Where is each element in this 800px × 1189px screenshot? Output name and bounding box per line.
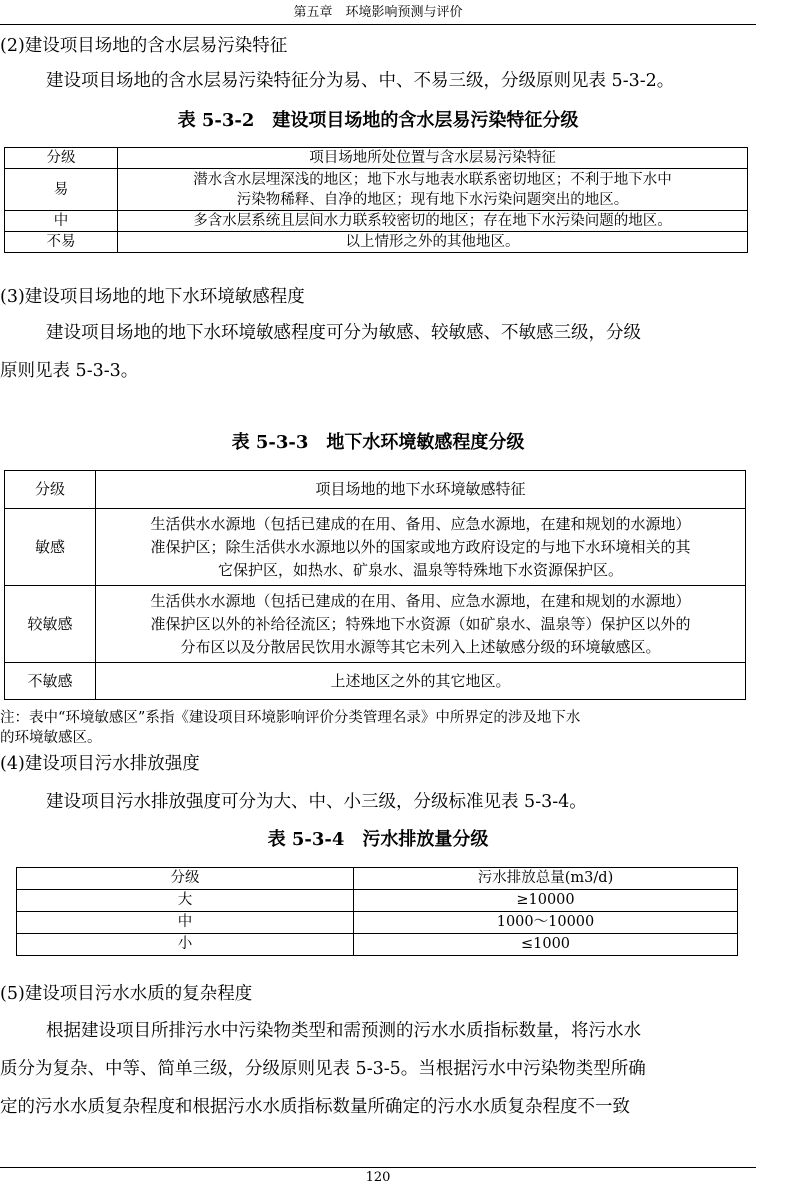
table-5-3-3	[4, 470, 746, 700]
value-cell: ≥10000	[354, 890, 738, 912]
table-row	[17, 912, 738, 934]
grade-cell: 中	[5, 211, 118, 232]
section-4-intro: 建设项目污水排放强度可分为大、中、小三级，分级标准见表 5-3-4。	[46, 792, 587, 812]
section-5-line-3: 定的污水水质复杂程度和根据污水水质指标数量所确定的污水水质复杂程度不一致	[0, 1097, 630, 1117]
description-line: 分布区以及分散居民饮用水源等其它未列入上述敏感分级的环境敏感区。	[180, 637, 661, 656]
section-4-heading: (4)建设项目污水排放强度	[0, 754, 200, 774]
description-line: 污染物稀释、自净的地区；现有地下水污染问题突出的地区。	[236, 191, 629, 208]
table-row	[5, 232, 748, 253]
table-row	[5, 663, 746, 700]
table-row	[5, 211, 748, 232]
section-2-intro: 建设项目场地的含水层易污染特征分为易、中、不易三级，分级原则见表 5-3-2。	[46, 71, 675, 91]
section-3-intro-line-1: 建设项目场地的地下水环境敏感程度可分为敏感、较敏感、不敏感三级，分级	[46, 323, 641, 343]
section-3-intro-line-2: 原则见表 5-3-3。	[0, 361, 139, 381]
table-5-3-4	[16, 867, 738, 956]
section-2-heading: (2)建设项目场地的含水层易污染特征	[0, 36, 288, 56]
table-row	[5, 169, 748, 211]
section-3-heading: (3)建设项目场地的地下水环境敏感程度	[0, 287, 305, 307]
table-5-3-3-caption: 表 5-3-3 地下水环境敏感程度分级	[231, 432, 525, 453]
description-cell: 上述地区之外的其它地区。	[96, 663, 746, 700]
note-line: 注：表中“环境敏感区”系指《建设项目环境影响评价分类管理名录》中所界定的涉及地下水	[0, 710, 581, 726]
table-row	[5, 509, 746, 586]
table-header-cell: 项目场地所处位置与含水层易污染特征	[118, 148, 748, 169]
section-5-line-1: 根据建设项目所排污水中污染物类型和需预测的污水水质指标数量，将污水水	[46, 1021, 641, 1041]
description-cell: 以上情形之外的其他地区。	[118, 232, 748, 253]
table-5-3-4-caption: 表 5-3-4 污水排放量分级	[267, 829, 489, 850]
grade-cell: 较敏感	[5, 586, 96, 663]
table-header-cell: 项目场地的地下水环境敏感特征	[96, 471, 746, 509]
table-5-3-2	[4, 147, 748, 253]
grade-cell: 大	[17, 890, 354, 912]
value-cell: ≤1000	[354, 934, 738, 956]
section-5-heading: (5)建设项目污水水质的复杂程度	[0, 984, 253, 1004]
description-cell	[96, 586, 746, 663]
grade-cell: 易	[5, 169, 118, 211]
description-line: 生活供水水源地（包括已建成的在用、备用、应急水源地，在建和规划的水源地）	[150, 514, 691, 533]
header-rule	[0, 24, 756, 25]
table-row	[17, 934, 738, 956]
description-line: 潜水含水层埋深浅的地区；地下水与地表水联系密切地区；不利于地下水中	[193, 171, 672, 188]
value-cell: 1000～10000	[354, 912, 738, 934]
table-row	[5, 586, 746, 663]
table-header-cell: 分级	[5, 148, 118, 169]
table-5-3-3-note	[0, 708, 756, 748]
table-row	[17, 890, 738, 912]
description-line: 生活供水水源地（包括已建成的在用、备用、应急水源地，在建和规划的水源地）	[150, 591, 691, 610]
grade-cell: 不易	[5, 232, 118, 253]
description-line: 准保护区；除生活供水水源地以外的国家或地方政府设定的与地下水环境相关的其	[150, 537, 691, 556]
page-number: 120	[365, 1170, 391, 1185]
description-line: 它保护区，如热水、矿泉水、温泉等特殊地下水资源保护区。	[217, 560, 623, 579]
description-cell	[96, 509, 746, 586]
footer-rule	[0, 1167, 756, 1168]
grade-cell: 不敏感	[5, 663, 96, 700]
table-5-3-2-caption: 表 5-3-2 建设项目场地的含水层易污染特征分级	[177, 110, 579, 131]
grade-cell: 小	[17, 934, 354, 956]
description-line: 准保护区以外的补给径流区；特殊地下水资源（如矿泉水、温泉等）保护区以外的	[150, 614, 691, 633]
table-header-cell: 分级	[17, 868, 354, 890]
description-cell: 多含水层系统且层间水力联系较密切的地区；存在地下水污染问题的地区。	[118, 211, 748, 232]
grade-cell: 中	[17, 912, 354, 934]
table-header-cell: 污水排放总量(m3/d)	[354, 868, 738, 890]
grade-cell: 敏感	[5, 509, 96, 586]
running-header: 第五章 环境影响预测与评价	[293, 5, 463, 20]
section-5-line-2: 质分为复杂、中等、简单三级，分级原则见表 5-3-5。当根据污水中污染物类型所确	[0, 1059, 646, 1079]
table-header-cell: 分级	[5, 471, 96, 509]
description-cell	[118, 169, 748, 211]
note-line: 的环境敏感区。	[0, 730, 102, 746]
